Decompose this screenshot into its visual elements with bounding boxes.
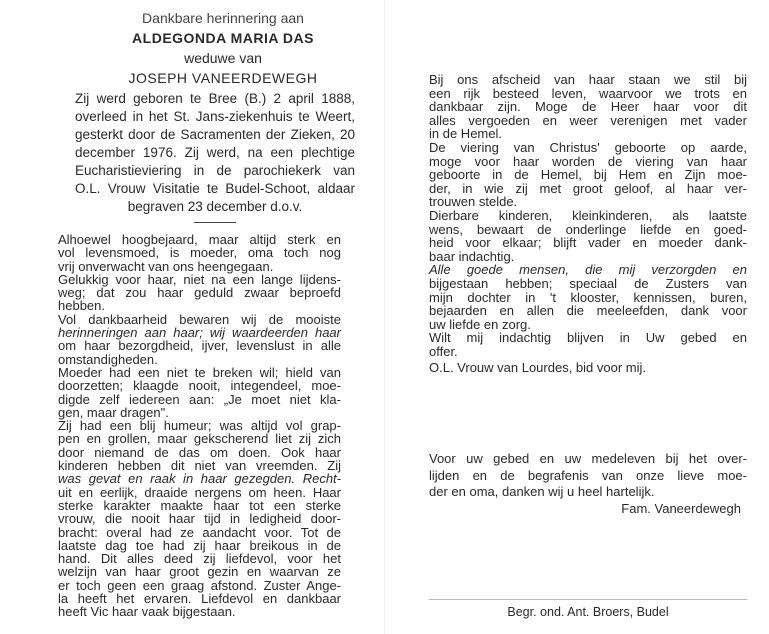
husband-name: JOSEPH VANEERDEWEGH [128,70,318,86]
printer-credit [429,599,747,619]
tribute-line: hand. Dit alles deed zij liefdevol, voor het [58,551,341,567]
tribute-line: gen, maar dragen". [58,404,169,420]
right-line: alles vergoeden en weer verenigen met vader [429,112,747,128]
right-line: heid voor elkaar; blijft vader en moeder dank- [429,235,747,251]
tribute-line: vol levensmoed, is moeder, oma toch nog [58,245,341,261]
signature: Fam. Vaneerdewegh [621,500,741,516]
thanks-line: Voor uw gebed en uw medeleven bij het over- [429,451,747,466]
right-line: moge voor haar worden de viering van haar [429,153,747,169]
tribute-line: la heeft het ervaren. Liefdevol en dankbaar [58,591,341,607]
tribute-line: Vol dankbaarheid bewaren wij de mooiste [58,311,341,327]
tribute-line: kinderen hebben dit niet van vreemden. Zij [58,458,341,474]
tribute-line: bracht: overal had ze aandacht voor. Tot de [58,524,341,540]
tribute-line: doorzetten; klaagde nooit, integendeel, moe- [58,378,341,394]
right-line: mijn dochter in 't klooster, kennissen, buren, [429,289,747,305]
tribute-line: vrij onverwacht van ons heengegaan. [58,258,274,274]
bio-line: gesterkt door de Sacramenten der Zieken, 20 [75,127,355,142]
right-line: offer. [429,343,458,359]
divider-rule [194,222,236,223]
right-line: in de Hemel. [429,126,502,142]
thanks-line: der en oma, danken wij u heel hartelijk. [429,484,655,499]
tribute-line: heeft Vic haar vaak bijgestaan. [58,604,236,620]
right-line: Alle goede mensen, die mij verzorgden en [429,262,747,278]
tribute-line: welzijn van haar groot gezin en waarvan ze [58,564,341,580]
thanks-block [429,451,747,517]
right-line: bejaarden en allen die meeleefden, dank voor [429,303,747,319]
tribute-line: herinneringen aan haar; wij waardeerden haar [58,325,341,341]
tribute-line: sterke karakter maakte haar tot een sterke [58,497,341,513]
tribute-line: Zij had een blij humeur; was altijd vol grap- [58,418,341,434]
right-line: Bij ons afscheid van haar staan we stil bij [429,72,747,87]
tribute-line: weg; dat zou haar geduld zwaar beproefd [58,285,341,301]
right-line: der, in wie zij met groot geloof, al haar ver- [429,180,747,196]
fold-line [384,0,385,634]
right-line: een rijk besteed leven, waarvoor we trots en [429,85,747,101]
tribute-line: er toch geen een graag afstond. Zuster Ange- [58,577,341,593]
right-line: trouwen stelde. [429,194,518,210]
tribute-line: omstandigheden. [58,351,158,367]
left-panel [88,8,358,88]
tribute-line: om haar bezorgdheid, ijver, levenslust in alle [58,338,341,354]
thanks-line: lijden en de begrafenis van onze lieve moe- [429,467,747,483]
tribute-line: Alhoewel hoogbejaard, maar altijd sterk en [58,232,341,247]
intro-line: Dankbare herinnering aan [142,10,304,26]
tribute-line: door niemand de das om doen. Ook haar [58,444,341,460]
right-line: Wilt mij indachtig blijven in Uw gebed en [429,330,747,346]
bio-block [75,90,355,223]
tribute-text [58,233,341,619]
bio-line: Eucharistieviering in de parochiekerk van [75,163,355,178]
bio-line: begraven 23 december d.o.v. [127,199,303,214]
right-line: uw liefde en zorg. [429,316,531,332]
right-line: Dierbare kinderen, kleinkinderen, als laatste [429,207,747,223]
header-block [88,8,358,88]
tribute-line: uit en eerlijk, draaide nergens om heen. Haar [58,484,341,500]
tribute-line: Gelukkig voor haar, niet na een lange lijdens- [58,271,341,287]
deceased-name: ALDEGONDA MARIA DAS [132,30,314,46]
right-line: wens, bewaart de onderlinge liefde en goed- [429,221,747,237]
right-text [429,73,747,375]
tribute-line: hebben. [58,298,105,314]
tribute-line: was gevat en raak in haar gezegden. Recht- [58,471,341,487]
tribute-line: vrouw, die nooit haar tijd in ledigheid door- [58,511,341,527]
bio-line: december 1976. Zij werd, na een plechtige [75,145,355,160]
tribute-line: Moeder had een niet te breken wil; hield van [58,364,341,380]
tribute-line: pen en grollen, maar gekscherend liet zij zich [58,431,341,447]
right-line: dankbaar zijn. Moge de Heer haar voor dit [429,99,747,115]
tribute-line: laatste dag toe had zij haar breikous in de [58,537,341,553]
right-line: baar indachtig. [429,248,515,264]
printer-line: Begr. ond. Ant. Broers, Budel [507,605,669,619]
bio-line: O.L. Vrouw Visitatie te Budel-Schoot, aldaar [75,181,355,196]
right-line: O.L. Vrouw van Lourdes, bid voor mij. [429,360,647,376]
bio-line: overleed in het St. Jans-ziekenhuis te Weert, [75,109,355,124]
tribute-line: digde zelf iedereen aan: „Je moet niet kla- [58,391,341,407]
widow-line: weduwe van [184,50,262,66]
right-line: bijgestaan hebben; speciaal de Zusters van [429,275,747,291]
bio-line: Zij werd geboren te Bree (B.) 2 april 1888, [75,91,355,106]
right-line: De viering van Christus' geboorte op aarde, [429,139,747,155]
right-line: geboorte in de Hemel, bij Hem en Zijn moe- [429,167,747,183]
